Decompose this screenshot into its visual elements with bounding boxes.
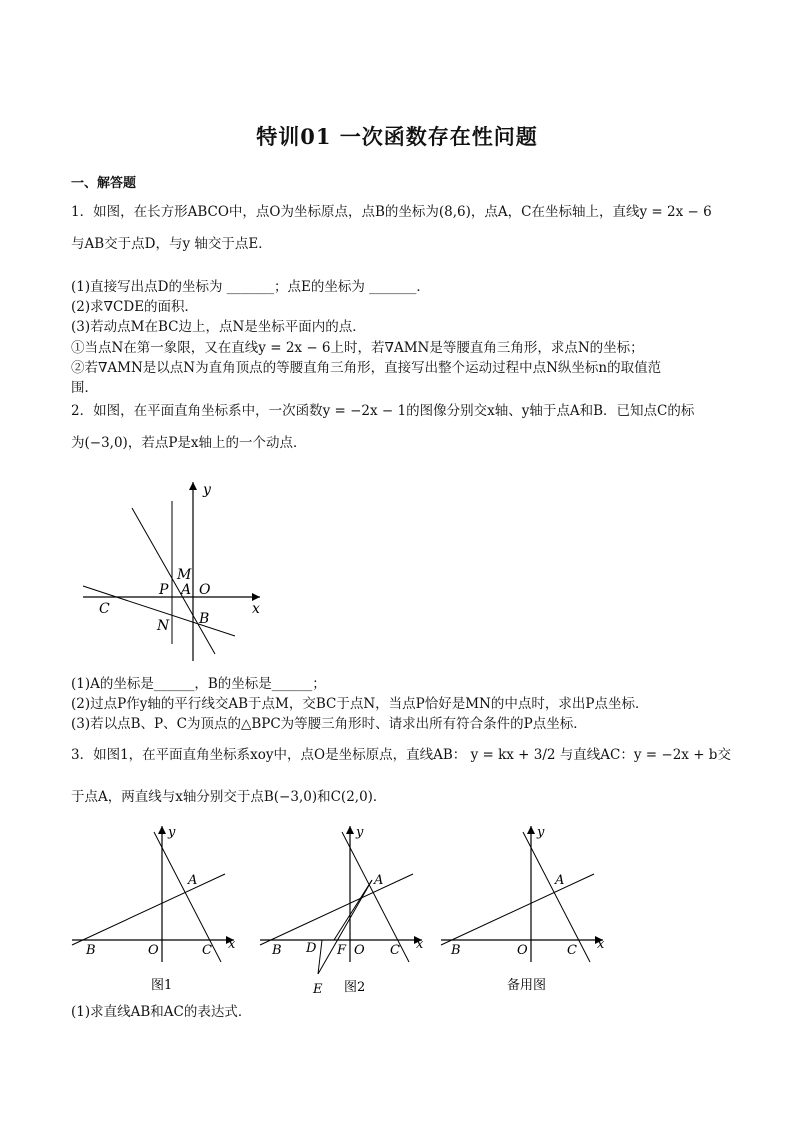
q2-label-m: M bbox=[177, 567, 192, 583]
q3-fig2-label-d: D bbox=[306, 941, 317, 956]
q3-fig2-label-c: C bbox=[390, 943, 400, 958]
q3-fig1-label-c: C bbox=[202, 943, 212, 958]
q2-label-o: O bbox=[199, 582, 211, 598]
q3-fig2-label-o: O bbox=[354, 943, 365, 958]
q3-line1: 3．如图1，在平面直角坐标系xoy中，点O是坐标原点，直线AB： y = kx + 3/2 与直线AC：y = −2x + b交 bbox=[71, 747, 731, 763]
q3-fig3-label-c: C bbox=[567, 943, 577, 958]
q3-fig2-line-ab bbox=[260, 874, 413, 945]
q1-sub3b-line2: 围． bbox=[71, 380, 98, 396]
q3-fig2-label-a: A bbox=[374, 873, 384, 888]
q1-line2: 与AB交于点D，与y 轴交于点E． bbox=[71, 236, 272, 252]
section-heading: 一、解答题 bbox=[71, 176, 137, 191]
q1-sub2: (2)求∇CDE的面积． bbox=[71, 299, 199, 315]
q2-sub3: (3)若以点B、P、C为顶点的△BPC为等腰三角形时、请求出所有符合条件的P点坐标． bbox=[71, 716, 587, 732]
q3-fig1-y-arrow bbox=[158, 826, 166, 834]
q2-label-y: y bbox=[203, 482, 211, 498]
q2-label-n: N bbox=[157, 618, 170, 634]
q1-sub3b-line1: ②若∇AMN是以点N为直角顶点的等腰直角三角形，直接写出整个运动过程中点N纵坐标n的取值范 bbox=[71, 360, 662, 376]
q2-figure bbox=[75, 476, 275, 666]
q3-fig1-label-x: x bbox=[228, 937, 236, 952]
q3-sub1: (1)求直线AB和AC的表达式． bbox=[71, 1004, 252, 1020]
q3-fig1-label-o: O bbox=[148, 943, 159, 958]
q1-sub3: (3)若动点M在BC边上，点N是坐标平面内的点． bbox=[71, 319, 366, 335]
q2-label-c: C bbox=[99, 601, 110, 617]
q3-fig2-line-af bbox=[334, 880, 372, 940]
q2-x-arrow bbox=[252, 593, 260, 601]
q3-fig3-line-ac bbox=[523, 832, 590, 962]
q3-fig2-label-y: y bbox=[356, 825, 364, 840]
q2-line1: 2．如图，在平面直角坐标系中，一次函数y = −2x − 1的图像分别交x轴、y轴于点A和B．已知点C的标 bbox=[71, 403, 695, 419]
q2-line-ab bbox=[132, 508, 215, 654]
q2-y-arrow bbox=[189, 482, 197, 490]
q2-line2: 为(−3,0)，若点P是x轴上的一个动点． bbox=[71, 435, 307, 451]
q3-fig2-y-arrow bbox=[346, 826, 354, 834]
q2-sub2: (2)过点P作y轴的平行线交AB于点M，交BC于点N，当点P恰好是MN的中点时，求出P点坐标． bbox=[71, 696, 649, 712]
q1-line1: 1．如图，在长方形ABCO中，点O为坐标原点，点B的坐标为(8,6)，点A，C在坐标轴上，直线y = 2x − 6 bbox=[71, 204, 712, 220]
q3-fig1-line-ab bbox=[72, 874, 225, 945]
q2-label-p: P bbox=[159, 582, 169, 598]
q2-label-x: x bbox=[252, 601, 260, 617]
q3-fig2-label-e: E bbox=[313, 982, 323, 997]
q3-fig2-caption: 图2 bbox=[344, 980, 366, 995]
q3-fig3-line-ab bbox=[441, 874, 594, 945]
q3-fig2-label-b: B bbox=[272, 943, 282, 958]
q3-figure-spare bbox=[437, 822, 609, 1000]
q3-fig2-label-x: x bbox=[416, 937, 424, 952]
q3-fig1-label-b: B bbox=[86, 943, 96, 958]
q3-fig3-label-o: O bbox=[517, 943, 528, 958]
q3-fig3-label-a: A bbox=[555, 873, 565, 888]
q3-fig3-caption: 备用图 bbox=[507, 978, 547, 993]
q2-sub1: (1)A的坐标是______，B的坐标是______； bbox=[71, 676, 326, 692]
q3-figure2 bbox=[256, 822, 428, 1000]
q3-figure1 bbox=[68, 822, 240, 1000]
q2-label-a: A bbox=[181, 582, 192, 598]
q3-fig1-caption: 图1 bbox=[151, 978, 173, 993]
page-title: 特训01 一次函数存在性问题 bbox=[256, 124, 538, 149]
q1-sub1: (1)直接写出点D的坐标为 _______；点E的坐标为 _______． bbox=[71, 279, 430, 295]
q3-fig3-label-b: B bbox=[451, 943, 461, 958]
q1-sub3a: ①当点N在第一象限，又在直线y = 2x − 6上时，若∇AMN是等腰直角三角形，求点N的坐标； bbox=[71, 340, 644, 356]
q3-fig1-label-a: A bbox=[188, 873, 198, 888]
q3-fig3-y-arrow bbox=[527, 826, 535, 834]
q3-fig3-label-x: x bbox=[597, 937, 605, 952]
q3-fig2-label-f: F bbox=[337, 943, 347, 958]
q2-label-b: B bbox=[199, 611, 210, 627]
q3-fig2-line-ae bbox=[318, 880, 372, 974]
q3-fig3-label-y: y bbox=[537, 825, 545, 840]
q3-fig1-label-y: y bbox=[168, 825, 176, 840]
q3-line2: 于点A，两直线与x轴分别交于点B(−3,0)和C(2,0)． bbox=[71, 789, 387, 805]
